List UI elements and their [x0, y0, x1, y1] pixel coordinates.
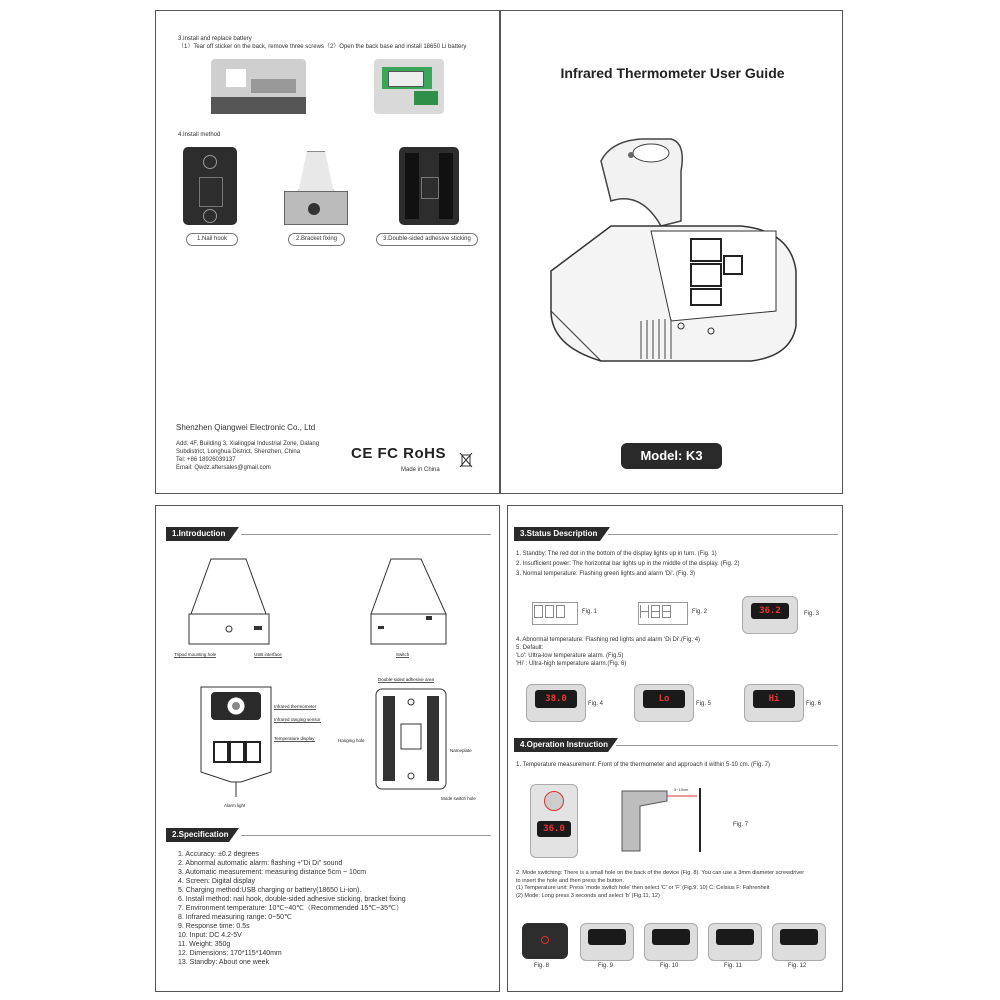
made-in-label: Made in China — [401, 467, 440, 473]
label-ranging: Infrared ranging sensor — [274, 717, 321, 722]
model-badge: Model: K3 — [621, 443, 722, 469]
device-display-view — [196, 682, 276, 802]
battery-photo-open — [374, 59, 444, 114]
spec-item: 1. Accuracy: ±0.2 degrees — [178, 851, 259, 858]
device-front-view — [181, 554, 276, 650]
fig12-label: Fig. 12 — [788, 963, 807, 969]
bracket-image — [284, 151, 346, 223]
fig3-label: Fig. 3 — [804, 611, 820, 617]
label-alarm: Alarm light — [224, 803, 246, 808]
fig12-device — [772, 923, 826, 961]
spec-item: 3. Automatic measurement: measuring distance 5cm ~ 10cm — [178, 869, 367, 876]
device-side-view — [366, 554, 451, 650]
operation-list-2: 2. Mode switching: There is a small hole on the back of the device (Fig. 8). You can use a 3mm diameter screwdriver to insert the hole and then press the button. (1) Temperature unit: Press 'mode switch hole' then select 'C' or 'F' (Fig.9, 10) C: Celsius F: Fahrenheit (2) Mode: Long press 3 seconds and select 'b' (Fig.11, 12) — [516, 870, 805, 899]
fig10-device — [644, 923, 698, 961]
status-rule — [608, 534, 838, 535]
fig5-label: Fig. 5 — [696, 701, 712, 707]
label-hanging: Hanging hole — [338, 738, 365, 743]
recycle-bin-icon — [459, 451, 473, 469]
device-back-view — [371, 684, 451, 794]
fig10-label: Fig. 10 — [660, 963, 679, 969]
fig7-label: Fig. 7 — [733, 822, 749, 828]
spec-item: 9. Response time: 0.5s — [178, 923, 250, 930]
spec-list — [178, 850, 406, 967]
fig1-label: Fig. 1 — [582, 609, 598, 615]
spec-item: 12. Dimensions: 170*115*140mm — [178, 950, 282, 957]
spec-item: 10. Input: DC 4.2-5V — [178, 932, 242, 939]
page-battery-install — [155, 10, 500, 494]
spec-heading: 2.Specification — [166, 828, 229, 842]
operation-rule — [616, 745, 838, 746]
label-mode-switch: Mode switch hole — [441, 796, 476, 801]
spec-item: 5. Charging method:USB charging or battery(18650 Li-ion). — [178, 887, 362, 894]
spec-item: 2. Abnormal automatic alarm: flashing +"Di Di" sound — [178, 860, 343, 867]
fig9-device — [580, 923, 634, 961]
operation-line-1: 1. Temperature measurement: Front of the thermometer and approach it within 5-10 cm. (Fig. 7) — [516, 762, 771, 768]
fig2-label: Fig. 2 — [692, 609, 708, 615]
spec-item: 8. Infrared measuring range: 0~50℃ — [178, 914, 292, 921]
status-heading: 3.Status Description — [514, 527, 600, 541]
fig6-reading: Hi — [753, 690, 795, 708]
fig3-device — [742, 596, 798, 634]
label-nameplate: Nameplate — [450, 748, 472, 753]
fig11-device — [708, 923, 762, 961]
spec-rule — [241, 835, 491, 836]
fig4-label: Fig. 4 — [588, 701, 604, 707]
distance-label: 5~10cm — [674, 787, 689, 792]
fig5-device — [634, 684, 694, 722]
install-title: 4.Install method — [178, 132, 221, 138]
label-usb: USB interface — [254, 652, 282, 657]
status-list-2: 4. Abnormal temperature: Flashing red lights and alarm 'Di Di'.(Fig. 4) 5. Default: 'Lo': Ultra-low temperature alarm. (Fig.5) 'Hi' : Ultra-high temperature alarm.(Fig. 6) — [516, 637, 701, 667]
fig4-reading: 38.0 — [535, 690, 577, 708]
thermometer-illustration — [541, 131, 801, 381]
fig11-label: Fig. 11 — [724, 963, 742, 969]
label-tripod: Tripod mounting hole — [174, 652, 217, 657]
label-switch: Switch — [396, 652, 410, 657]
spec-item: 11. Weight: 350g — [178, 941, 231, 948]
page-introduction — [155, 505, 500, 992]
label-adhesive: Double-sided adhesive area — [378, 677, 435, 682]
spec-item: 7. Environment temperature: 10℃~40℃（Recommended 15℃~35℃） — [178, 905, 403, 912]
method-label-bracket: 2.Bracket fixing — [288, 233, 345, 246]
spec-item: 4. Screen: Digital display — [178, 878, 256, 885]
fig8-label: Fig. 8 — [534, 963, 550, 969]
company-name: Shenzhen Qiangwei Electronic Co., Ltd — [176, 423, 316, 432]
guide-title: Infrared Thermometer User Guide — [560, 65, 785, 81]
intro-heading: 1.Introduction — [166, 527, 229, 541]
fig5-reading: Lo — [643, 690, 685, 708]
page-cover — [500, 10, 843, 494]
method-label-adhesive: 3.Double-sided adhesive sticking — [376, 233, 478, 246]
fig7-reading: 36.0 — [537, 821, 571, 837]
adhesive-image — [399, 147, 459, 225]
label-temp-display: Temperature display — [274, 736, 315, 741]
operation-heading: 4.Operation Instruction — [514, 738, 608, 752]
fig6-device — [744, 684, 804, 722]
fig3-reading: 36.2 — [751, 603, 789, 619]
fig8-device-back — [522, 923, 568, 959]
fig2-display — [638, 602, 688, 625]
status-list: 1. Standby: The red dot in the bottom of the display lights up in turn. (Fig. 1) 2. Insufficient power: The horizontal bar lights up in the middle of the display. (Fig. 2) 3. Normal temperature: Flashing green lights and alarm 'Di'. (Fig. 3) — [516, 551, 740, 577]
company-address: Add: 4F, Building 3, Xialingpai Industrial Zone, Dalang Subdistrict, Longhua District, Shenzhen, China Tel: +86 18926039137 Email: Qwdz.aftersales@gmail.com — [176, 441, 320, 471]
spec-item: 6. Install method: nail hook, double-sided adhesive sticking, bracket fixing — [178, 896, 406, 903]
battery-steps: （1）Tear off sticker on the back, remove three screws（2）Open the back base and install 18650 Li battery — [178, 44, 467, 50]
fig7-device-front — [530, 784, 578, 858]
fig9-label: Fig. 9 — [598, 963, 614, 969]
nail-hook-image — [183, 147, 237, 225]
fig6-label: Fig. 6 — [806, 701, 822, 707]
certification-marks: CE FC RoHS — [351, 445, 446, 462]
fig4-device — [526, 684, 586, 722]
spec-item: 13. Standby: About one week — [178, 959, 270, 966]
intro-rule — [241, 534, 491, 535]
battery-title: 3.Install and replace battery — [178, 36, 252, 42]
fig1-display — [532, 602, 578, 625]
label-thermometer: Infrared thermometer — [274, 704, 317, 709]
method-label-nail: 1.Nail hook — [186, 233, 238, 246]
battery-photo-back — [211, 59, 306, 114]
fig7-side-diagram — [612, 786, 702, 854]
page-status-operation — [507, 505, 843, 992]
